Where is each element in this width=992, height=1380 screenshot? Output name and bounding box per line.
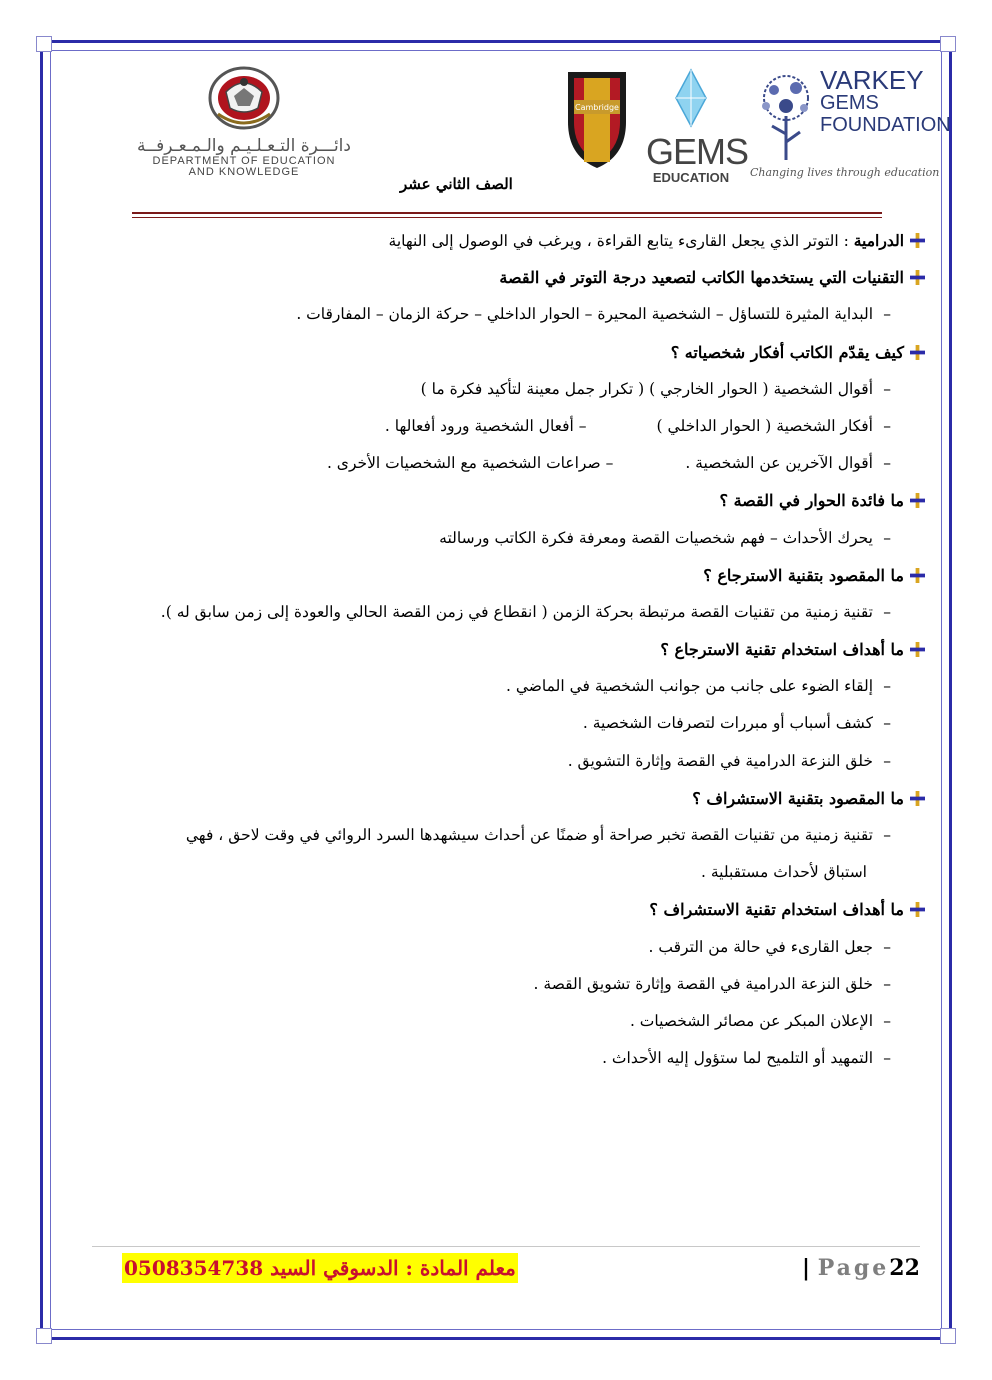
heading-text: ما المقصود بتقنية الاستشراف ؟: [692, 788, 904, 808]
list-item: [110, 408, 925, 445]
item-text: أقوال الآخرين عن الشخصية .: [685, 454, 873, 473]
list-item: [110, 929, 925, 966]
department-name-arabic: دائـــرة التـعـلـيـم والـمـعـرفــة: [137, 136, 351, 156]
dash-marker: –: [883, 528, 891, 547]
item-text: يحرك الأحداث – فهم شخصيات القصة ومعرفة فكرة الكاتب ورسالته: [439, 528, 873, 547]
heading-text: ما أهداف استخدام تقنية الاستشراف ؟: [649, 900, 904, 920]
dash-marker: –: [883, 602, 891, 621]
department-name-english-2: AND KNOWLEDGE: [188, 166, 300, 178]
dash-marker: –: [883, 677, 891, 696]
footer-rule: [92, 1246, 920, 1247]
heading-flashback-goals: [110, 631, 925, 668]
item-text: كشف أسباب أو مبررات لتصرفات الشخصية .: [582, 714, 873, 733]
item-text: خلق النزعة الدرامية في القصة وإثارة تشويق القصة .: [533, 974, 873, 993]
item-text: أقوال الشخصية ( الحوار الخارجي ) ( تكرار جمل معينة لتأكيد فكرة ما ): [420, 379, 873, 398]
dash-marker: –: [883, 937, 891, 956]
varkey-tagline: Changing lives through education: [750, 166, 940, 179]
plus-bullet-icon: [910, 493, 925, 508]
item-text: الإعلان المبكر عن مصائر الشخصيات .: [629, 1011, 873, 1030]
heading-text: ما أهداف استخدام تقنية الاسترجاع ؟: [660, 640, 904, 660]
item-text: التمهيد أو التلميح لما ستؤول إليه الأحداث .: [602, 1049, 873, 1068]
list-item: [110, 594, 925, 631]
page-word: Page: [817, 1255, 890, 1281]
item-text: استباق لأحداث مستقبلية .: [700, 863, 867, 882]
item-text-2: – أفعال الشخصية ورود أفعالها .: [384, 416, 587, 435]
plus-bullet-icon: [910, 345, 925, 360]
item-text: أفكار الشخصية ( الحوار الداخلي ): [656, 416, 873, 435]
page-number: [802, 1253, 920, 1283]
dash-marker: –: [883, 379, 891, 398]
grade-label: الصف الثاني عشر: [400, 175, 513, 193]
header-rule-thin: [132, 217, 882, 218]
heading-character-thoughts: [110, 334, 925, 371]
heading-foreshadowing-meaning: [110, 780, 925, 817]
list-item-continuation: [110, 854, 925, 891]
plus-bullet-icon: [910, 902, 925, 917]
term-definition: : التوتر الذي يجعل القارىء يتابع القراءة ، ويرغب في الوصول إلى النهاية: [388, 232, 854, 250]
list-item: [110, 520, 925, 557]
foundation-word: FOUNDATION: [820, 114, 951, 136]
list-item: [110, 1003, 925, 1040]
dash-marker: –: [883, 416, 891, 435]
heading-foreshadowing-goals: [110, 891, 925, 928]
list-item: [110, 371, 925, 408]
item-text-2: – صراعات الشخصية مع الشخصيات الأخرى .: [326, 454, 614, 473]
border-corner: [36, 36, 52, 52]
heading-text: كيف يقدّم الكاتب أفكار شخصياته ؟: [670, 342, 904, 362]
heading-text: ما المقصود بتقنية الاسترجاع ؟: [703, 565, 904, 585]
dash-marker: –: [883, 454, 891, 473]
list-item: [110, 445, 925, 482]
page-bar: |: [802, 1255, 811, 1281]
list-item: [110, 705, 925, 742]
dash-marker: –: [883, 974, 891, 993]
dash-marker: –: [883, 305, 891, 324]
gems-name: GEMS: [646, 131, 749, 172]
header-rule: [132, 212, 882, 214]
heading-text: ما فائدة الحوار في القصة ؟: [719, 491, 904, 511]
teacher-credit: معلم المادة : الدسوقي السيد 0508354738: [122, 1253, 518, 1283]
dash-marker: –: [883, 751, 891, 770]
plus-bullet-icon: [910, 791, 925, 806]
heading-techniques: [110, 259, 925, 296]
list-item: [110, 743, 925, 780]
list-item: [110, 668, 925, 705]
border-corner: [940, 1328, 956, 1344]
item-text: تقنية زمنية من تقنيات القصة مرتبطة بحركة الزمن ( انقطاع في زمن القصة الحالي والعودة إلى زمن سابق له ).: [160, 602, 873, 621]
gems-education-logo: [646, 68, 749, 185]
heading-flashback-meaning: [110, 557, 925, 594]
diamond-icon: [674, 68, 708, 128]
border-corner: [940, 36, 956, 52]
plus-bullet-icon: [910, 270, 925, 285]
dash-marker: –: [883, 826, 891, 844]
heading-dialogue-benefit: [110, 482, 925, 519]
definition-line: [110, 222, 925, 259]
item-text: خلق النزعة الدرامية في القصة وإثارة التشويق .: [567, 751, 873, 770]
plus-bullet-icon: [910, 233, 925, 248]
list-item: [110, 966, 925, 1003]
department-name-english: DEPARTMENT OF EDUCATION: [152, 155, 336, 167]
list-item: [110, 817, 925, 854]
plus-bullet-icon: [910, 642, 925, 657]
falcon-emblem-icon: [204, 62, 284, 134]
page-number-value: 22: [889, 1255, 920, 1281]
term-drama: الدرامية: [853, 231, 904, 250]
heading-text: التقنيات التي يستخدمها الكاتب لتصعيد درجة التوتر في القصة: [499, 268, 904, 288]
list-item: [110, 296, 925, 333]
gems-sub: EDUCATION: [652, 170, 730, 185]
cambridge-label: Cambridge: [575, 103, 619, 112]
list-item: [110, 1040, 925, 1077]
lesson-content: [110, 222, 925, 1077]
border-corner: [36, 1328, 52, 1344]
varkey-gems-word: GEMS: [820, 92, 879, 114]
item-text: إلقاء الضوء على جانب من جوانب الشخصية في الماضي .: [506, 677, 873, 696]
item-text: تقنية زمنية من تقنيات القصة تخبر صراحة أو ضمنًا عن أحداث سيشهدها السرد الروائي في وقت لاحق ، فهي: [185, 826, 873, 844]
dash-marker: –: [883, 1011, 891, 1030]
tree-icon: [752, 72, 820, 166]
cambridge-shield-logo: [566, 70, 628, 170]
varkey-word: VARKEY: [820, 65, 924, 95]
dash-marker: –: [883, 1049, 891, 1068]
department-logo: [84, 62, 404, 178]
item-text: جعل القارىء في حالة من الترقب .: [648, 937, 873, 956]
plus-bullet-icon: [910, 568, 925, 583]
item-text: البداية المثيرة للتساؤل – الشخصية المحيرة – الحوار الداخلي – حركة الزمان – المفارقات .: [296, 305, 873, 324]
dash-marker: –: [883, 714, 891, 733]
